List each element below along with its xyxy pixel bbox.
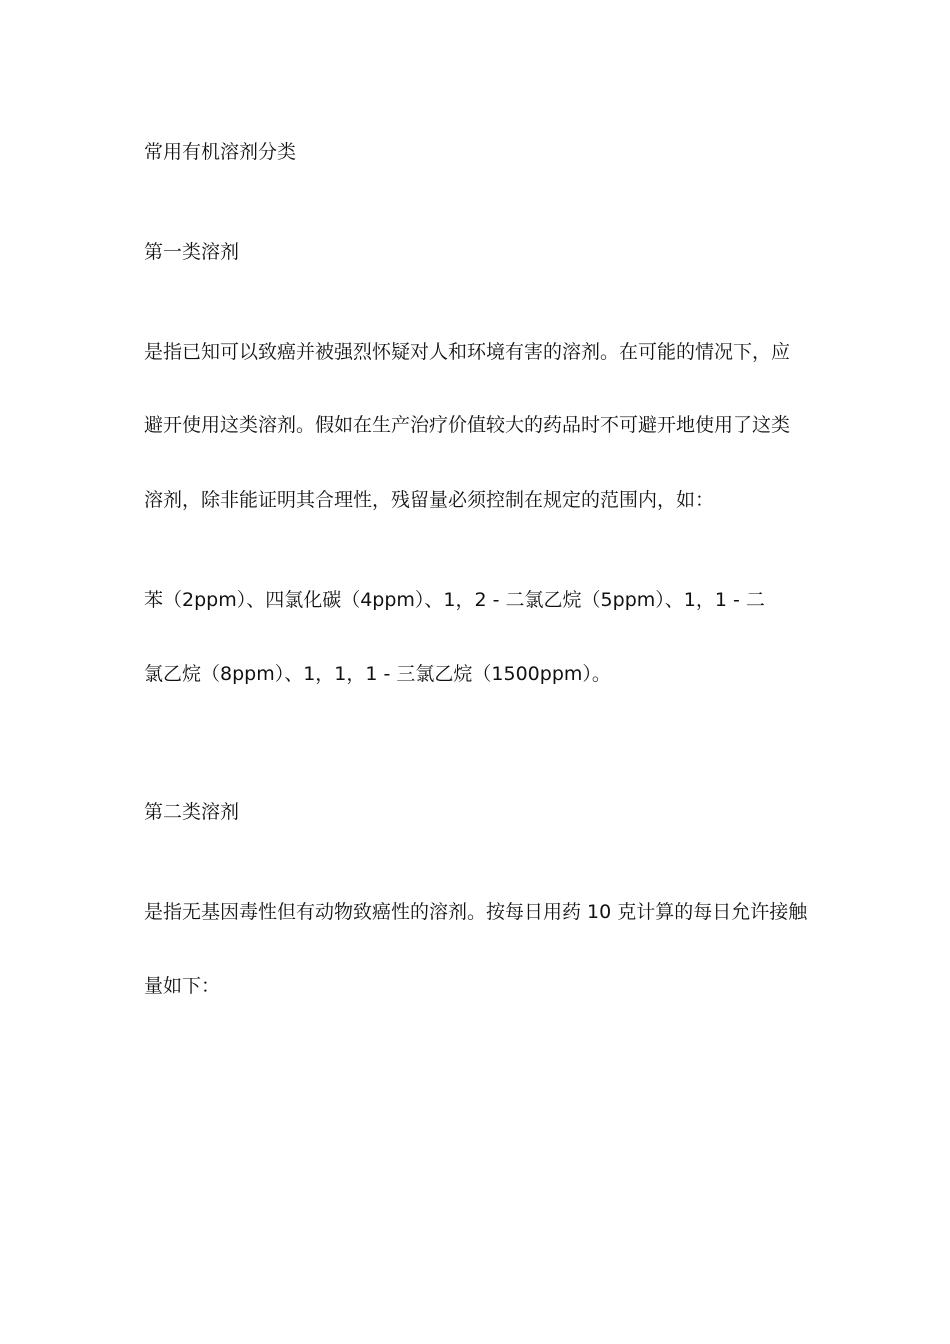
section2-heading: 第二类溶剂 — [144, 801, 240, 823]
section1-line-2: 避开使用这类溶剂。假如在生产治疗价值较大的药品时不可避开地使用了这类 — [144, 414, 791, 436]
section2-line-2: 量如下： — [144, 975, 221, 997]
document-title: 常用有机溶剂分类 — [144, 141, 297, 163]
section1-line-1: 是指已知可以致癌并被强烈怀疑对人和环境有害的溶剂。在可能的情况下，应 — [144, 341, 791, 363]
section1-line-3: 溶剂，除非能证明其合理性，残留量必须控制在规定的范围内，如： — [144, 489, 715, 511]
section1-line-5: 氯乙烷（8ppm）、1，1，1 - 三氯乙烷（1500ppm）。 — [144, 663, 611, 685]
section2-line-1: 是指无基因毒性但有动物致癌性的溶剂。按每日用药 10 克计算的每日允许接触 — [144, 901, 808, 923]
section1-heading: 第一类溶剂 — [144, 241, 240, 263]
section1-line-4: 苯（2ppm）、四氯化碳（4ppm）、1，2 - 二氯乙烷（5ppm）、1，1 - 二 — [144, 589, 765, 611]
